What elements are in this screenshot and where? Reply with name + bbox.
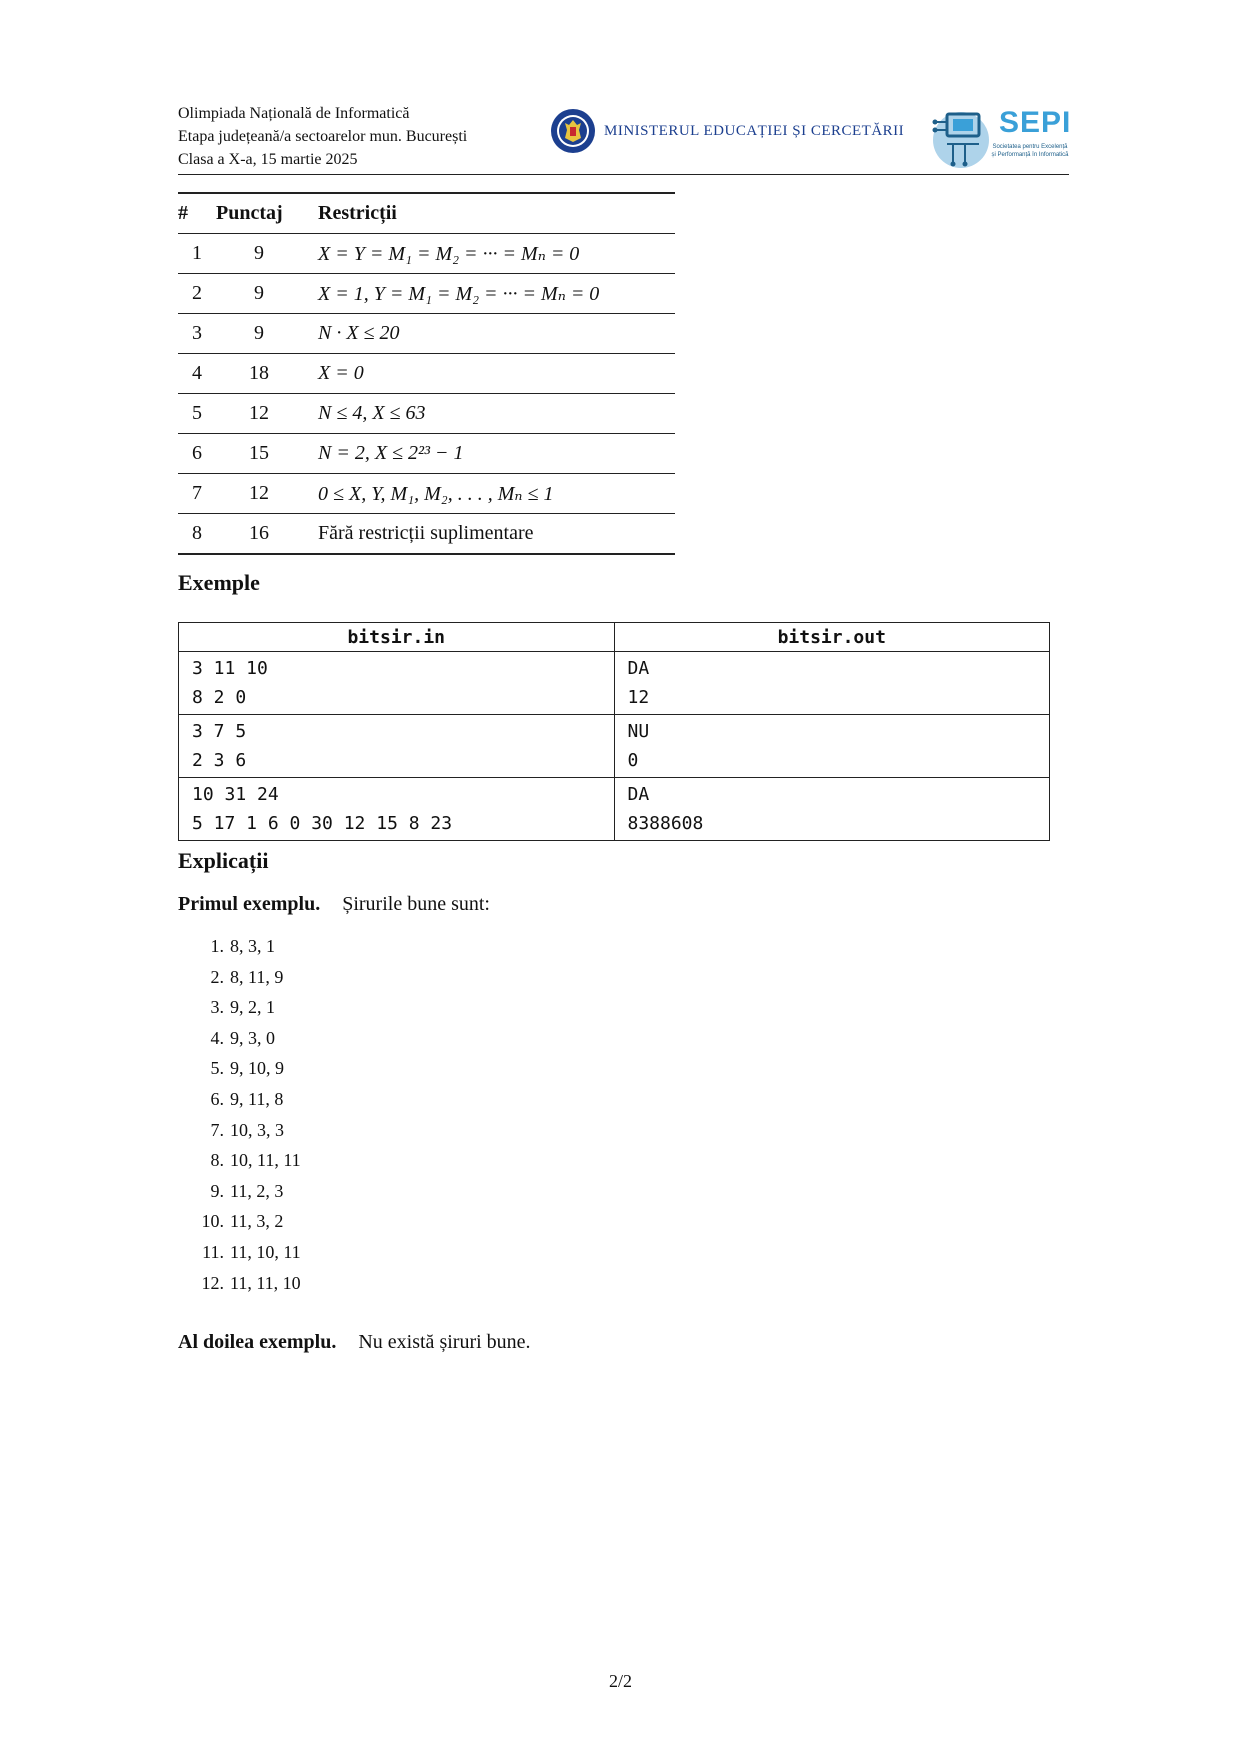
list-number: 4. — [210, 1027, 224, 1048]
subtask-index: 2 — [178, 274, 216, 314]
subtask-restriction: N · X ≤ 20 — [302, 314, 675, 354]
list-item — [178, 1268, 301, 1299]
input-line: 10 31 24 — [192, 784, 279, 805]
header-line-class-date: Clasa a X-a, 15 martie 2025 — [178, 151, 358, 168]
list-number: 11. — [202, 1241, 224, 1262]
second-example-paragraph — [178, 1331, 531, 1354]
list-item — [178, 1023, 301, 1054]
list-item — [178, 1206, 301, 1237]
subtask-points: 18 — [216, 354, 302, 394]
table-row — [178, 234, 675, 274]
sequence-text: 8, 11, 9 — [230, 966, 284, 987]
subtask-restriction: Fără restricții suplimentare — [302, 514, 675, 555]
list-item — [178, 1053, 301, 1084]
sequence-text: 9, 2, 1 — [230, 997, 275, 1018]
subtask-index: 5 — [178, 394, 216, 434]
list-number: 3. — [210, 997, 224, 1018]
list-number: 5. — [210, 1058, 224, 1079]
explanations-heading: Explicații — [178, 848, 269, 873]
subtask-restriction: 0 ≤ X, Y, M₁, M₂, . . . , Mₙ ≤ 1 — [302, 474, 675, 514]
header-line-stage: Etapa județeană/a sectoarelor mun. București — [178, 128, 468, 145]
sequence-text: 10, 11, 11 — [230, 1150, 301, 1171]
table-row — [178, 314, 675, 354]
first-example-paragraph — [178, 893, 490, 916]
subtask-restriction: N = 2, X ≤ 2²³ − 1 — [302, 434, 675, 474]
page-number: 2/2 — [608, 1671, 632, 1691]
list-number: 2. — [210, 966, 224, 987]
example-output — [614, 652, 1050, 715]
output-line: 8388608 — [627, 813, 704, 834]
sequence-text: 9, 11, 8 — [230, 1088, 284, 1109]
table-row — [178, 434, 675, 474]
header-line-olympiad: Olimpiada Națională de Informatică — [178, 105, 410, 122]
sequence-text: 11, 10, 11 — [230, 1241, 301, 1262]
header-text — [178, 102, 467, 171]
output-line: DA — [627, 784, 650, 805]
sequence-text: 11, 3, 2 — [230, 1211, 284, 1232]
sequence-text: 9, 3, 0 — [230, 1027, 275, 1048]
table-row — [178, 394, 675, 434]
sequence-text: 10, 3, 3 — [230, 1119, 284, 1140]
example-input — [179, 715, 615, 778]
sepi-emblem-icon — [929, 106, 993, 170]
list-number: 7. — [210, 1119, 224, 1140]
col-header-index: # — [178, 193, 216, 234]
examples-table — [178, 622, 1050, 841]
example-output — [614, 715, 1050, 778]
list-item — [178, 1176, 301, 1207]
col-header-output-file: bitsir.out — [614, 623, 1050, 652]
example-input — [179, 778, 615, 841]
sepi-subtitle: Societatea pentru Excelență și Performanță în Informatică — [991, 144, 1069, 158]
output-line: DA — [627, 658, 650, 679]
input-line: 8 2 0 — [192, 687, 247, 708]
list-item — [178, 992, 301, 1023]
example-input — [179, 652, 615, 715]
list-item — [178, 962, 301, 993]
second-example-text: Nu există șiruri bune. — [358, 1331, 531, 1353]
sequence-text: 11, 11, 10 — [230, 1272, 301, 1293]
subtask-restriction: X = 1, Y = M₁ = M₂ = ··· = Mₙ = 0 — [302, 274, 675, 314]
list-item — [178, 931, 301, 962]
page-header — [178, 102, 1072, 175]
table-row — [178, 514, 675, 555]
first-example-text: Șirurile bune sunt: — [342, 893, 490, 915]
table-row — [179, 778, 1050, 841]
subtask-restriction: X = Y = M₁ = M₂ = ··· = Mₙ = 0 — [302, 234, 675, 274]
subtask-index: 4 — [178, 354, 216, 394]
government-seal-icon — [550, 108, 596, 154]
sequence-text: 11, 2, 3 — [230, 1180, 284, 1201]
input-line: 2 3 6 — [192, 750, 247, 771]
sequence-text: 8, 3, 1 — [230, 936, 275, 956]
list-number: 8. — [210, 1150, 224, 1171]
sequence-text: 9, 10, 9 — [230, 1058, 284, 1079]
first-example-label: Primul exemplu. — [178, 893, 321, 915]
good-sequences-list — [178, 931, 301, 1298]
table-row — [179, 652, 1050, 715]
col-header-input-file: bitsir.in — [179, 623, 615, 652]
sepi-logo — [929, 106, 1072, 170]
list-item — [178, 1145, 301, 1176]
subtask-points: 12 — [216, 394, 302, 434]
input-line: 3 7 5 — [192, 721, 247, 742]
subtask-restriction: X = 0 — [302, 354, 675, 394]
restrictions-table — [178, 192, 675, 555]
output-line: 0 — [627, 750, 639, 771]
examples-heading: Exemple — [178, 570, 260, 595]
subtask-index: 6 — [178, 434, 216, 474]
list-item — [178, 1084, 301, 1115]
input-line: 5 17 1 6 0 30 12 15 8 23 — [192, 813, 453, 834]
col-header-points: Punctaj — [216, 193, 302, 234]
subtask-index: 7 — [178, 474, 216, 514]
ministry-name: MINISTERUL EDUCAȚIEI ȘI CERCETĂRII — [604, 122, 905, 139]
list-number: 1. — [210, 936, 224, 956]
second-example-label: Al doilea exemplu. — [178, 1331, 337, 1353]
table-row — [179, 715, 1050, 778]
subtask-points: 9 — [216, 274, 302, 314]
list-number: 9. — [210, 1180, 224, 1201]
subtask-index: 8 — [178, 514, 216, 555]
list-item — [178, 1237, 301, 1268]
table-row — [178, 354, 675, 394]
col-header-restrictions: Restricții — [302, 193, 675, 234]
input-line: 3 11 10 — [192, 658, 268, 679]
table-row — [178, 274, 675, 314]
subtask-points: 9 — [216, 314, 302, 354]
output-line: 12 — [627, 687, 650, 708]
subtask-restriction: N ≤ 4, X ≤ 63 — [302, 394, 675, 434]
list-number: 10. — [201, 1211, 224, 1232]
subtask-index: 3 — [178, 314, 216, 354]
example-output — [614, 778, 1050, 841]
ministry-logo — [550, 108, 904, 154]
table-row — [178, 474, 675, 514]
output-line: NU — [627, 721, 650, 742]
list-item — [178, 1115, 301, 1146]
subtask-points: 16 — [216, 514, 302, 555]
subtask-points: 9 — [216, 234, 302, 274]
list-number: 12. — [201, 1272, 224, 1293]
restrictions-header-row — [178, 193, 675, 234]
list-number: 6. — [210, 1088, 224, 1109]
subtask-points: 12 — [216, 474, 302, 514]
subtask-points: 15 — [216, 434, 302, 474]
examples-header-row — [179, 623, 1050, 652]
sepi-wordmark: SEPI — [999, 106, 1072, 139]
subtask-index: 1 — [178, 234, 216, 274]
